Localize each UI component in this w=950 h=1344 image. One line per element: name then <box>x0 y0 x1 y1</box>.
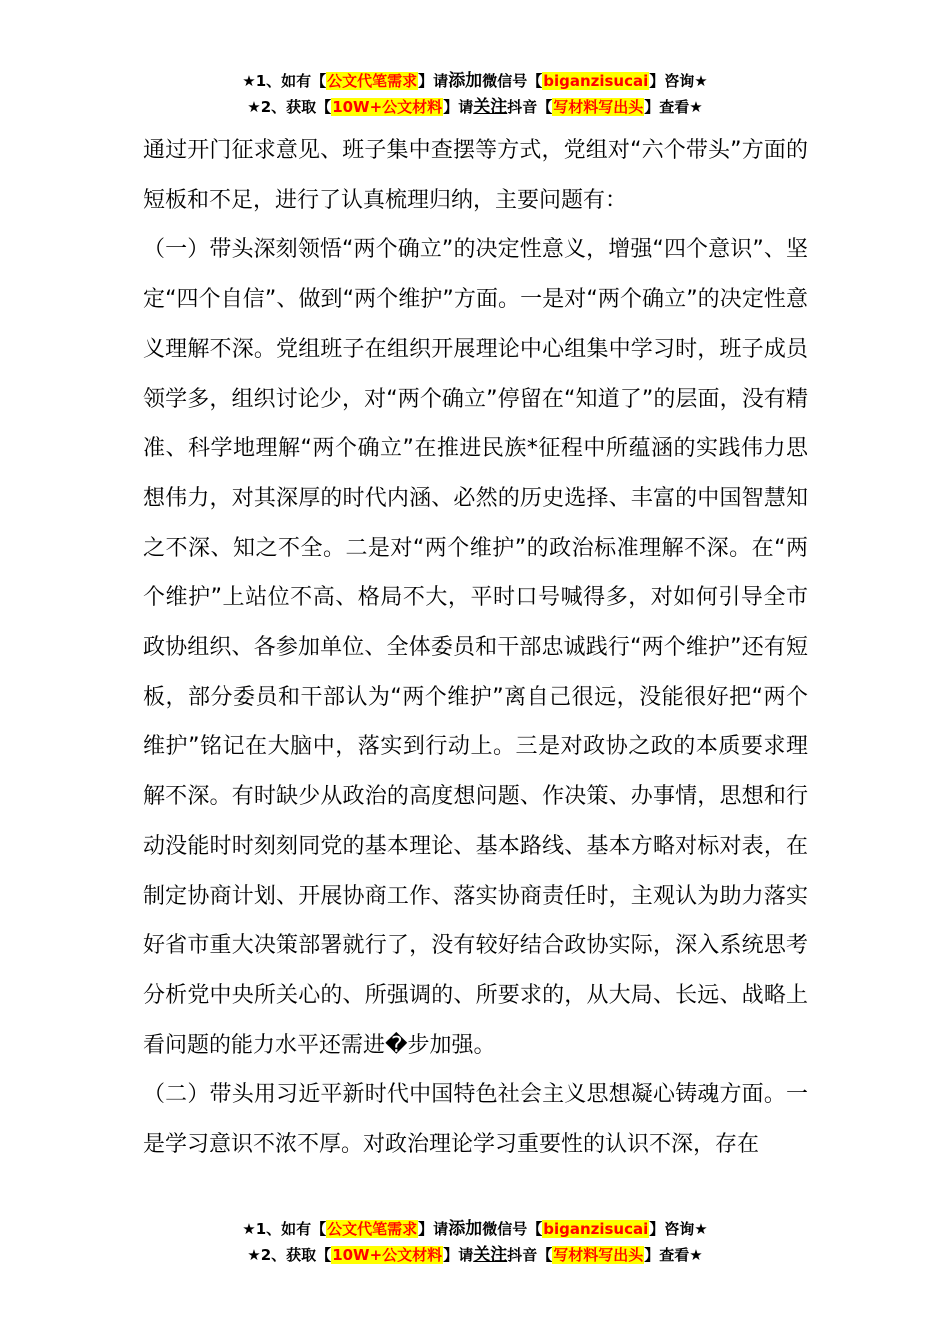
banner-text: 】请 <box>443 1246 474 1264</box>
highlight-service: 公文代笔需求 <box>327 72 418 90</box>
banner-text: 】查看★ <box>644 98 703 116</box>
paragraph-intro: 通过开门征求意见、班子集中查摆等方式，党组对“六个带头”方面的短板和不足，进行了认真梳理归纳，主要问题有： <box>143 138 808 213</box>
footer-banner <box>0 1216 950 1268</box>
banner-emphasis: 添加 <box>448 71 483 91</box>
paragraph-section-2: （二）带头用习近平新时代中国特色社会主义思想凝心铸魂方面。一是学习意识不浓不厚。对政治理论学习重要性的认识不深，存在 <box>143 1082 808 1158</box>
banner-text: ★1、如有【 <box>242 72 327 90</box>
banner-text: 】请 <box>418 72 449 90</box>
highlight-wechat-id: biganzisucai <box>543 1220 649 1238</box>
banner-line-2 <box>0 94 950 120</box>
highlight-materials: 10W+公文材料 <box>332 1246 443 1264</box>
banner-text: 微信号【 <box>482 72 543 90</box>
banner-text: 】请 <box>443 98 474 116</box>
banner-text: 】咨询★ <box>649 72 708 90</box>
banner-text: 微信号【 <box>482 1220 543 1238</box>
banner-text: ★1、如有【 <box>242 1220 327 1238</box>
document-body <box>143 126 808 1170</box>
banner-text: 】请 <box>418 1220 449 1238</box>
banner-text: 】咨询★ <box>649 1220 708 1238</box>
banner-emphasis: 关注 <box>473 97 508 117</box>
paragraph-section-1: （一）带头深刻领悟“两个确立”的决定性意义，增强“四个意识”、坚定“四个自信”、做到“两个维护”方面。一是对“两个确立”的决定性意义理解不深。党组班子在组织开展理论中心组集中学习时，班子成员领学多，组织讨论少，对“两个确立”停留在“知道了”的层面，没有精准、科学地理解“两个确立”在推进民族*征程中所蕴涵的实践伟力思想伟力，对其深厚的时代内涵、必然的历史选择、丰富的中国智慧知之不深、知之不全。二是对“两个维护”的政治标准理解不深。在“两个维护”上站位不高、格局不大，平时口号喊得多，对如何引导全市政协组织、各参加单位、全体委员和干部忠诚践行“两个维护”还有短板，部分委员和干部认为“两个维护”离自己很远，没能很好把“两个维护”铭记在大脑中，落实到行动上。三是对政协之政的本质要求理解不深。有时缺少从政治的高度想问题、作决策、办事情，思想和行动没能时时刻刻同党的基本理论、基本路线、基本方略对标对表，在制定协商计划、开展协商工作、落实协商责任时，主观认为助力落实好省市重大决策部署就行了，没有较好结合政协实际，深入系统思考分析党中央所关心的、所强调的、所要求的，从大局、长远、战略上看问题的能力水平还需进�步加强。 <box>143 237 808 1058</box>
banner-text: 抖音【 <box>507 1246 553 1264</box>
banner-text: ★2、获取【 <box>247 98 332 116</box>
banner-emphasis: 关注 <box>473 1245 508 1265</box>
banner-line-1 <box>0 1216 950 1242</box>
header-banner <box>0 68 950 120</box>
highlight-wechat-id: biganzisucai <box>543 72 649 90</box>
banner-emphasis: 添加 <box>448 1219 483 1239</box>
highlight-douyin-id: 写材料写出头 <box>553 1246 644 1264</box>
banner-text: 】查看★ <box>644 1246 703 1264</box>
banner-line-2 <box>0 1242 950 1268</box>
highlight-service: 公文代笔需求 <box>327 1220 418 1238</box>
banner-text: ★2、获取【 <box>247 1246 332 1264</box>
banner-line-1 <box>0 68 950 94</box>
highlight-materials: 10W+公文材料 <box>332 98 443 116</box>
banner-text: 抖音【 <box>507 98 553 116</box>
highlight-douyin-id: 写材料写出头 <box>553 98 644 116</box>
